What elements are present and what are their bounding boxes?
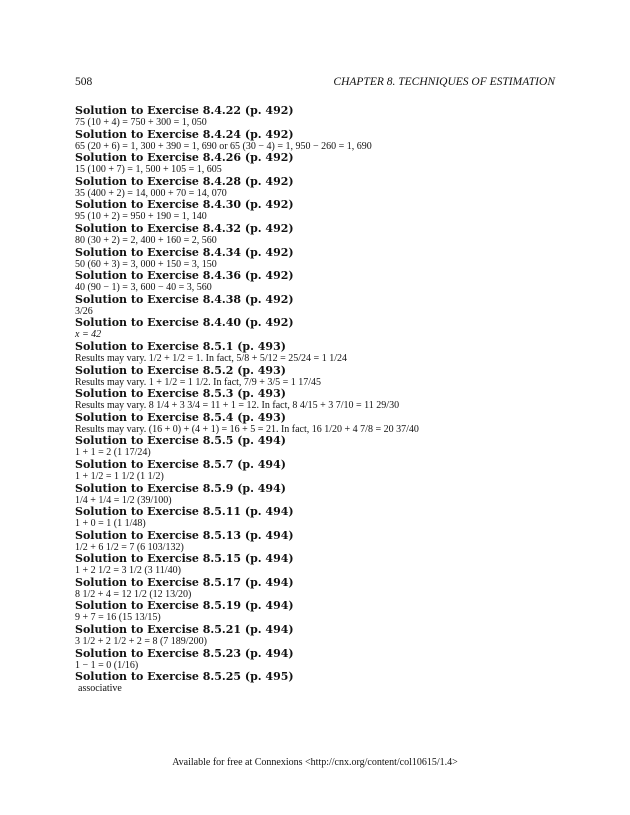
solution-entry (75, 223, 555, 247)
solution-entry (75, 412, 555, 436)
solution-title: Solution to Exercise 8.4.30 (p. 492) (75, 198, 294, 212)
solution-answer: 15 (100 + 7) = 1, 500 + 105 = 1, 605 (75, 164, 222, 176)
solution-answer: associative (78, 683, 122, 695)
solution-answer: 65 (20 + 6) = 1, 300 + 390 = 1, 690 or 65 (30 − 4) = 1, 950 − 260 = 1, 690 (75, 140, 372, 152)
solution-entry (75, 247, 555, 271)
solution-title: Solution to Exercise 8.4.24 (p. 492) (75, 127, 294, 141)
solution-title: Solution to Exercise 8.5.9 (p. 494) (75, 481, 286, 495)
solution-title: Solution to Exercise 8.4.34 (p. 492) (75, 245, 294, 259)
solution-title: Solution to Exercise 8.4.22 (p. 492) (75, 104, 294, 117)
solution-answer: Results may vary. 8 1/4 + 3 3/4 = 11 + 1 = 12. In fact, 8 4/15 + 3 7/10 = 11 29/30 (75, 400, 400, 412)
solution-entry (75, 600, 555, 624)
solution-answer: 40 (90 − 1) = 3, 600 − 40 = 3, 560 (75, 282, 212, 294)
solution-title: Solution to Exercise 8.5.19 (p. 494) (75, 599, 294, 613)
solution-title: Solution to Exercise 8.5.21 (p. 494) (75, 623, 294, 637)
solution-answer: 3/26 (75, 305, 93, 317)
solution-answer: 35 (400 + 2) = 14, 000 + 70 = 14, 070 (75, 187, 227, 199)
solution-title: Solution to Exercise 8.4.26 (p. 492) (75, 151, 294, 165)
solution-title: Solution to Exercise 8.4.32 (p. 492) (75, 221, 294, 235)
solution-title: Solution to Exercise 8.5.1 (p. 493) (75, 339, 286, 353)
solution-answer: 95 (10 + 2) = 950 + 190 = 1, 140 (75, 211, 207, 223)
solution-entry (75, 152, 555, 176)
page-header (75, 76, 555, 92)
solution-entry (75, 624, 555, 648)
solution-entry (75, 671, 555, 695)
solution-entry (75, 648, 555, 672)
solution-title: Solution to Exercise 8.5.25 (p. 495) (75, 670, 294, 684)
solution-entry (75, 176, 555, 200)
solution-title: Solution to Exercise 8.4.36 (p. 492) (75, 269, 294, 283)
solution-entry (75, 294, 555, 318)
solution-answer: 1/2 + 6 1/2 = 7 (6 103/132) (75, 541, 184, 553)
solution-answer: 1 + 2 1/2 = 3 1/2 (3 11/40) (75, 565, 181, 577)
solution-entry (75, 553, 555, 577)
solution-answer: 75 (10 + 4) = 750 + 300 = 1, 050 (75, 117, 207, 128)
solution-title: Solution to Exercise 8.5.11 (p. 494) (75, 505, 294, 519)
solution-title: Solution to Exercise 8.5.7 (p. 494) (75, 457, 286, 471)
solution-entry (75, 129, 555, 153)
solution-entry (75, 506, 555, 530)
solution-title: Solution to Exercise 8.5.17 (p. 494) (75, 575, 294, 589)
solution-entry (75, 105, 555, 129)
solution-entry (75, 341, 555, 365)
solution-answer: 9 + 7 = 16 (15 13/15) (75, 612, 161, 624)
solution-entry (75, 317, 555, 341)
page-footer: Available for free at Connexions <http://cnx.org/content/col10615/1.4> (172, 757, 458, 768)
solution-title: Solution to Exercise 8.5.3 (p. 493) (75, 387, 286, 401)
solution-entry (75, 199, 555, 223)
solution-answer: 1 − 1 = 0 (1/16) (75, 659, 139, 671)
solution-answer: Results may vary. 1 + 1/2 = 1 1/2. In fact, 7/9 + 3/5 = 1 17/45 (75, 376, 322, 388)
solution-answer: 8 1/2 + 4 = 12 1/2 (12 13/20) (75, 588, 192, 600)
solution-answer: 1/4 + 1/4 = 1/2 (39/100) (75, 494, 172, 506)
solution-title: Solution to Exercise 8.4.38 (p. 492) (75, 292, 294, 306)
solution-answer: Results may vary. 1/2 + 1/2 = 1. In fact, 5/8 + 5/12 = 25/24 = 1 1/24 (75, 352, 347, 364)
solution-answer: x = 42 (75, 329, 102, 341)
solutions-list (75, 105, 555, 695)
solution-answer: 1 + 1 = 2 (1 17/24) (75, 447, 151, 459)
solution-title: Solution to Exercise 8.5.23 (p. 494) (75, 646, 294, 660)
solution-answer: Results may vary. (16 + 0) + (4 + 1) = 16 + 5 = 21. In fact, 16 1/20 + 4 7/8 = 20 37/40 (75, 423, 419, 435)
solution-entry (75, 577, 555, 601)
solution-title: Solution to Exercise 8.4.28 (p. 492) (75, 174, 294, 188)
page-number: 508 (75, 76, 93, 88)
solution-entry (75, 459, 555, 483)
solution-entry (75, 435, 555, 459)
solution-title: Solution to Exercise 8.4.40 (p. 492) (75, 316, 294, 330)
solution-title: Solution to Exercise 8.5.2 (p. 493) (75, 363, 286, 377)
solution-answer: 80 (30 + 2) = 2, 400 + 160 = 2, 560 (75, 234, 217, 246)
solution-answer: 1 + 0 = 1 (1 1/48) (75, 518, 146, 530)
solution-title: Solution to Exercise 8.5.13 (p. 494) (75, 528, 294, 542)
solution-title: Solution to Exercise 8.5.5 (p. 494) (75, 434, 286, 448)
solution-answer: 50 (60 + 3) = 3, 000 + 150 = 3, 150 (75, 258, 217, 270)
solution-entry (75, 388, 555, 412)
solution-answer: 1 + 1/2 = 1 1/2 (1 1/2) (75, 470, 164, 482)
solution-entry (75, 365, 555, 389)
solution-title: Solution to Exercise 8.5.15 (p. 494) (75, 552, 294, 566)
solution-entry (75, 530, 555, 554)
chapter-title: CHAPTER 8. TECHNIQUES OF ESTIMATION (333, 76, 555, 88)
solution-title: Solution to Exercise 8.5.4 (p. 493) (75, 410, 286, 424)
solution-entry (75, 483, 555, 507)
solution-answer: 3 1/2 + 2 1/2 + 2 = 8 (7 189/200) (75, 636, 207, 648)
solution-entry (75, 270, 555, 294)
